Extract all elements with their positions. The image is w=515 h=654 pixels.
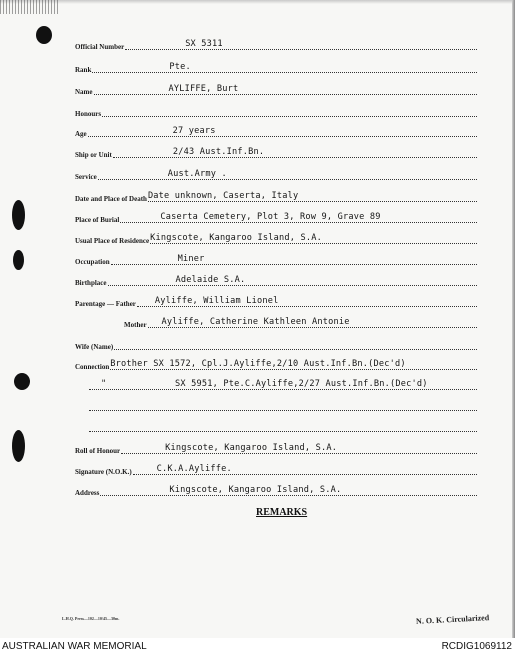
- row-blank: [88, 420, 477, 434]
- nok-circularized-stamp: N. O. K. Circularized: [415, 613, 490, 626]
- row-official-number: [75, 38, 477, 52]
- dotted-line: [108, 273, 478, 286]
- row-service: [75, 168, 477, 182]
- dotted-line: [148, 315, 477, 328]
- value-birthplace: Adelaide S.A.: [175, 275, 246, 285]
- label-birthplace: Birthplace: [75, 279, 107, 287]
- row-ship-or-unit: [75, 146, 477, 160]
- label-rank: Rank: [75, 66, 92, 74]
- value-roll-of-honour: Kingscote, Kangaroo Island, S.A.: [165, 443, 338, 453]
- dotted-line: [133, 462, 477, 475]
- label-age: Age: [75, 130, 87, 138]
- label-date-place-death: Date and Place of Death: [75, 195, 147, 203]
- dotted-line: [88, 124, 477, 137]
- label-service: Service: [75, 173, 97, 181]
- row-occupation: [75, 253, 477, 267]
- punch-hole-lower: [14, 373, 30, 390]
- row-signature: [75, 463, 477, 477]
- row-address: [75, 484, 477, 498]
- value-date-place-death: Date unknown, Caserta, Italy: [147, 191, 299, 201]
- row-roll-of-honour: [75, 442, 477, 456]
- dotted-line: [89, 398, 477, 411]
- scan-edge-noise: [0, 0, 60, 14]
- value-address: Kingscote, Kangaroo Island, S.A.: [169, 485, 342, 495]
- row-name: [75, 83, 477, 97]
- row-connection-2: [88, 378, 477, 392]
- dotted-line: [98, 167, 477, 180]
- row-mother: [124, 316, 477, 330]
- value-place-of-burial: Caserta Cemetery, Plot 3, Row 9, Grave 89: [160, 212, 381, 222]
- dotted-line: [92, 60, 477, 73]
- row-place-of-burial: [75, 211, 477, 225]
- value-mother: Ayliffe, Catherine Kathleen Antonie: [161, 317, 350, 327]
- row-wife: [75, 338, 477, 352]
- dotted-line: [102, 104, 477, 117]
- dotted-line: [113, 145, 477, 158]
- dotted-line: [100, 483, 477, 496]
- dotted-line: [148, 189, 477, 202]
- footer-record-id: RCDIG1069112: [441, 641, 512, 652]
- row-honours: [75, 105, 477, 119]
- dotted-line: [121, 441, 477, 454]
- label-honours: Honours: [75, 110, 102, 118]
- remarks-heading: REMARKS: [256, 507, 308, 518]
- value-usual-residence: Kingscote, Kangaroo Island, S.A.: [150, 233, 323, 243]
- label-mother: Mother: [124, 321, 147, 329]
- label-wife: Wife (Name): [75, 343, 114, 351]
- label-roll-of-honour: Roll of Honour: [75, 447, 121, 455]
- row-parentage-father: [75, 295, 477, 309]
- value-name: AYLIFFE, Burt: [168, 84, 239, 94]
- label-name: Name: [75, 88, 93, 96]
- dotted-line: [89, 419, 477, 432]
- dotted-line: [120, 210, 477, 223]
- value-parentage-father: Ayliffe, William Lionel: [154, 296, 279, 306]
- dotted-line: [150, 231, 477, 244]
- dotted-line: [94, 82, 478, 95]
- value-connection-line1: Brother SX 1572, Cpl.J.Ayliffe,2/10 Aust.Inf.Bn.(Dec'd): [110, 359, 406, 369]
- value-signature: C.K.A.Ayliffe.: [156, 464, 232, 474]
- label-address: Address: [75, 489, 100, 497]
- dotted-line: [89, 377, 477, 390]
- row-age: [75, 125, 477, 139]
- row-rank: [75, 61, 477, 75]
- value-rank: Pte.: [169, 62, 191, 72]
- print-footnote: L.H.Q. Press—102—10/45—30m.: [62, 616, 120, 621]
- punch-hole-top: [36, 26, 52, 44]
- row-connection: [75, 358, 477, 372]
- value-connection-line2: SX 5951, Pte.C.Ayliffe,2/27 Aust.Inf.Bn.(Dec'd): [175, 379, 428, 389]
- label-signature: Signature (N.O.K.): [75, 468, 132, 476]
- punch-hole-upper: [12, 200, 25, 230]
- row-birthplace: [75, 274, 477, 288]
- label-ship-or-unit: Ship or Unit: [75, 151, 112, 159]
- value-age: 27 years: [172, 126, 216, 136]
- dotted-line: [110, 357, 477, 370]
- ditto-mark: ": [101, 379, 107, 389]
- row-date-place-death: [75, 190, 477, 204]
- footer-institution: AUSTRALIAN WAR MEMORIAL: [2, 641, 147, 652]
- label-usual-residence: Usual Place of Residence: [75, 237, 150, 245]
- dotted-line: [125, 37, 477, 50]
- value-service: Aust.Army .: [167, 169, 227, 179]
- value-occupation: Miner: [177, 254, 205, 264]
- value-official-number: SX 5311: [185, 39, 223, 49]
- row-usual-residence: [75, 232, 477, 246]
- dotted-line: [114, 337, 477, 350]
- dotted-line: [137, 294, 477, 307]
- dotted-line: [111, 252, 477, 265]
- label-place-of-burial: Place of Burial: [75, 216, 120, 224]
- label-official-number: Official Number: [75, 43, 125, 51]
- value-ship-or-unit: 2/43 Aust.Inf.Bn.: [172, 147, 265, 157]
- label-connection: Connection: [75, 363, 110, 371]
- label-occupation: Occupation: [75, 258, 110, 266]
- label-parentage-father: Parentage — Father: [75, 300, 136, 308]
- punch-hole-middle: [13, 250, 24, 270]
- punch-hole-bottom: [12, 430, 25, 462]
- scan-top-shadow: [0, 0, 515, 4]
- archive-footer: [0, 638, 515, 654]
- row-blank: [88, 399, 477, 413]
